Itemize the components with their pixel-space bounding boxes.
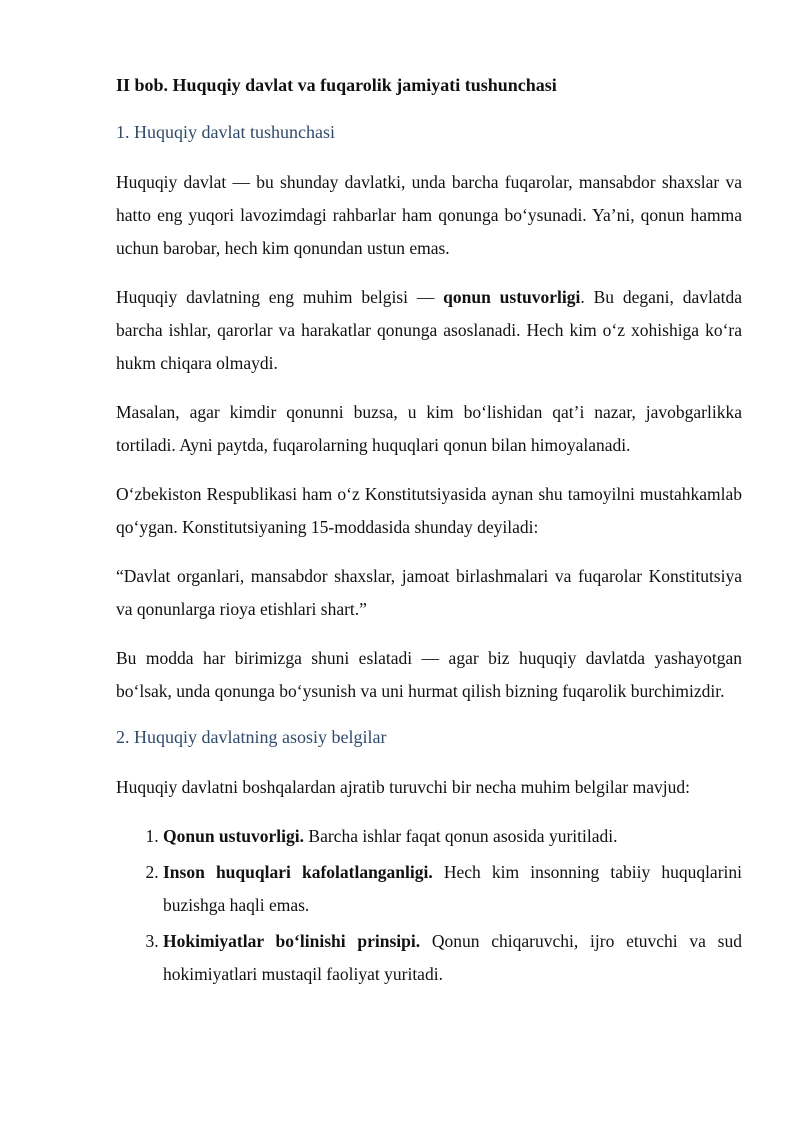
list-item: [163, 925, 742, 991]
paragraph-conclusion: Bu modda har birimizga shuni eslatadi — agar biz huquqiy davlatda yashayotgan bo‘lsak, unda qonunga bo‘ysunish va uni hurmat qilish bizning fuqarolik burchimizdir.: [116, 648, 742, 701]
list-item: [163, 820, 742, 853]
list-item-title: Hokimiyatlar bo‘linishi prinsipi.: [163, 931, 421, 951]
list-item-text: Hech kim insonning tabiiy huquqlarini buzishga haqli emas.: [163, 862, 743, 915]
section-heading-1: 1. Huquqiy davlat tushunchasi: [116, 122, 335, 142]
chapter-title: II bob. Huquqiy davlat va fuqarolik jamiyati tushunchasi: [116, 75, 557, 95]
list-item-title: Qonun ustuvorligi.: [163, 826, 305, 846]
paragraph-rule-of-law: [116, 281, 742, 380]
paragraph-text-after: . Bu degani, davlatda barcha ishlar, qarorlar va harakatlar qonunga asoslanadi. Hech kim o‘z xohishiga ko‘ra hukm chiqara olmaydi.: [116, 287, 742, 373]
bold-term-rule-of-law: qonun ustuvorligi: [443, 287, 581, 307]
paragraph-constitution: O‘zbekiston Respublikasi ham o‘z Konstitutsiyasida aynan shu tamoyilni mustahkamlab qo‘ygan. Konstitutsiyaning 15-moddasida shunday deyiladi:: [116, 484, 742, 537]
features-list: [116, 820, 742, 991]
paragraph-example: Masalan, agar kimdir qonunni buzsa, u kim bo‘lishidan qat’i nazar, javobgarlikka tortiladi. Ayni paytda, fuqarolarning huquqlari qonun bilan himoyalanadi.: [116, 402, 742, 455]
list-item-text: Barcha ishlar faqat qonun asosida yuritiladi.: [304, 826, 618, 846]
paragraph-text-before: Huquqiy davlatning eng muhim belgisi —: [116, 287, 444, 307]
section-heading-2: 2. Huquqiy davlatning asosiy belgilar: [116, 727, 387, 747]
list-item-text: Qonun chiqaruvchi, ijro etuvchi va sud hokimiyatlari mustaqil faoliyat yuritadi.: [163, 931, 742, 984]
paragraph-features-intro: Huquqiy davlatni boshqalardan ajratib turuvchi bir necha muhim belgilar mavjud:: [116, 777, 690, 797]
list-item-title: Inson huquqlari kafolatlanganligi.: [163, 862, 433, 882]
list-item: [163, 856, 742, 922]
paragraph-definition: Huquqiy davlat — bu shunday davlatki, unda barcha fuqarolar, mansabdor shaxslar va hatto eng yuqori lavozimdagi rahbarlar ham qonunga bo‘ysunadi. Ya’ni, qonun hamma uchun barobar, hech kim qonundan ustun emas.: [116, 172, 742, 258]
paragraph-quote: “Davlat organlari, mansabdor shaxslar, jamoat birlashmalari va fuqarolar Konstitutsiya va qonunlarga rioya etishlari shart.”: [116, 566, 742, 619]
